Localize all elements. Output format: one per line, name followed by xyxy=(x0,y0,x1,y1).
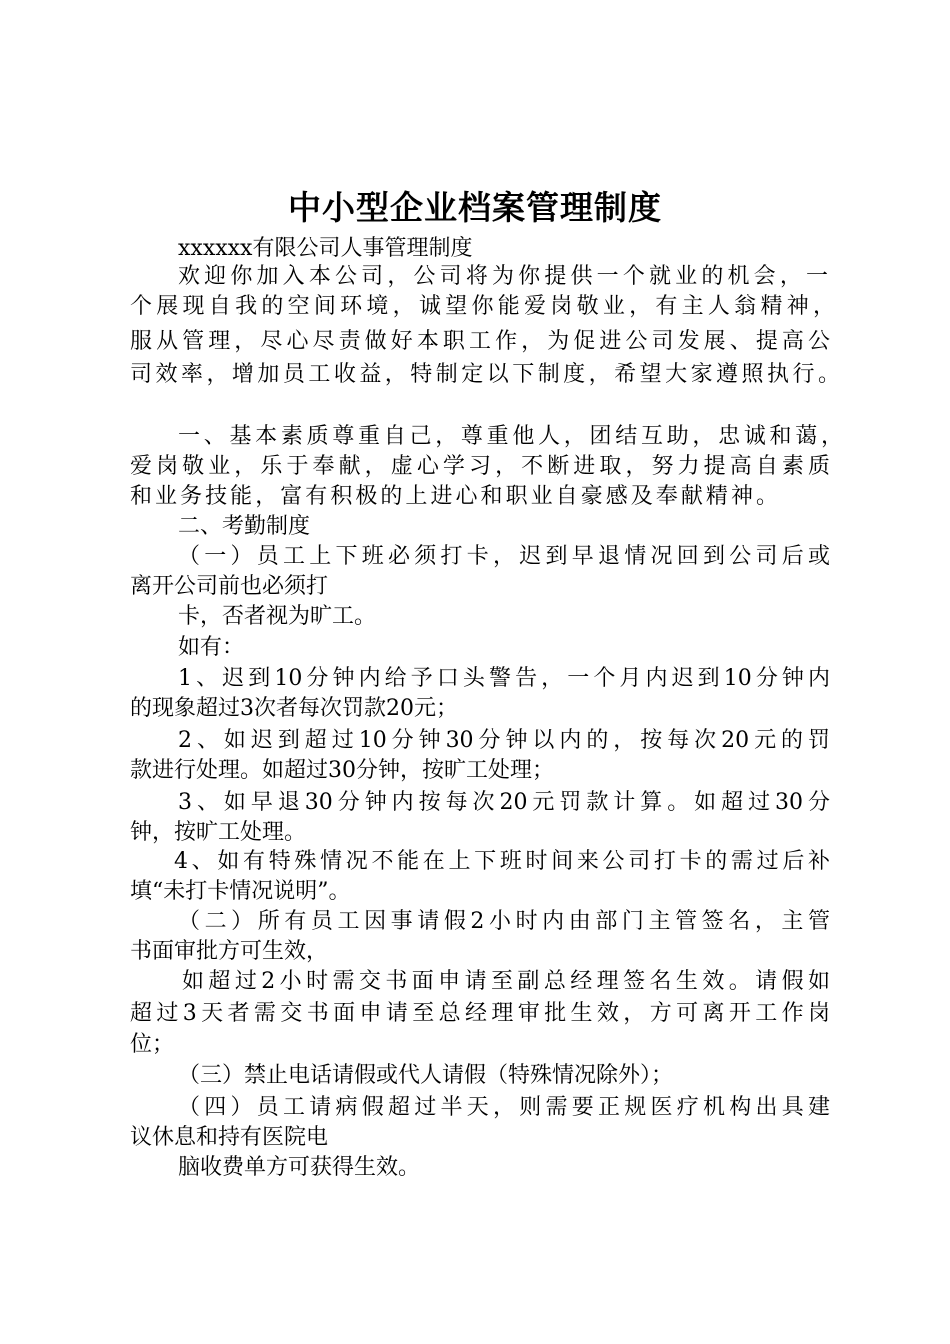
paragraph-line: 服从管理，尽心尽责做好本职工作，为促进公司发展、提高公 xyxy=(130,329,830,354)
paragraph-line: 款进行处理。如超过30分钟，按旷工处理； xyxy=(130,758,554,783)
paragraph-line: 2、如迟到超过10分钟30分钟以内的，按每次20元的罚 xyxy=(178,728,830,753)
paragraph-line: 和业务技能，富有积极的上进心和职业自豪感及奉献精神。 xyxy=(130,484,778,509)
paragraph-line: 议休息和持有医院电 xyxy=(130,1125,329,1150)
paragraph-line: 司效率，增加员工收益，特制定以下制度，希望大家遵照执行。 xyxy=(130,362,840,387)
paragraph-line: 3、如早退30分钟内按每次20元罚款计算。如超过30分 xyxy=(178,790,830,815)
paragraph-line: 卡，否者视为旷工。 xyxy=(178,604,377,629)
paragraph-line: 填“未打卡情况说明”。 xyxy=(130,879,351,904)
company-heading: xxxxxx有限公司人事管理制度 xyxy=(178,236,473,261)
paragraph-line: 书面审批方可生效， xyxy=(130,939,329,964)
paragraph-line: 如有： xyxy=(178,635,245,660)
paragraph-line: 如超过2小时需交书面申请至副总经理签名生效。请假如 xyxy=(182,969,830,994)
paragraph-line: 的现象超过3次者每次罚款20元； xyxy=(130,696,458,721)
paragraph-line: （一）员工上下班必须打卡，迟到早退情况回到公司后或 xyxy=(178,544,830,569)
paragraph-line: 4、如有特殊情况不能在上下班时间来公司打卡的需过后补 xyxy=(174,849,830,874)
paragraph-line: 位； xyxy=(130,1032,175,1057)
paragraph-line: 超过3天者需交书面申请至总经理审批生效，方可离开工作岗 xyxy=(130,1001,830,1026)
paragraph-line: （三）禁止电话请假或代人请假（特殊情况除外）； xyxy=(178,1063,674,1088)
paragraph-line: 离开公司前也必须打 xyxy=(130,574,329,599)
paragraph-line: 一、基本素质尊重自己，尊重他人，团结互助，忠诚和蔼， xyxy=(178,424,843,449)
paragraph-line: （二）所有员工因事请假2小时内由部门主管签名，主管 xyxy=(178,909,830,934)
paragraph-line: 1、迟到10分钟内给予口头警告，一个月内迟到10分钟内 xyxy=(178,666,830,691)
paragraph-line: 钟，按旷工处理。 xyxy=(130,820,307,845)
paragraph-line: 欢迎你加入本公司，公司将为你提供一个就业的机会，一 xyxy=(178,264,828,289)
paragraph-line: （四）员工请病假超过半天，则需要正规医疗机构出具建 xyxy=(178,1095,830,1120)
document-title: 中小型企业档案管理制度 xyxy=(288,188,662,227)
paragraph-line: 个展现自我的空间环境，诚望你能爱岗敬业，有主人翁精神， xyxy=(130,294,835,319)
section-heading: 二、考勤制度 xyxy=(178,514,311,539)
paragraph-line: 脑收费单方可获得生效。 xyxy=(178,1155,421,1180)
paragraph-line: 爱岗敬业，乐于奉献，虚心学习，不断进取，努力提高自素质 xyxy=(130,454,830,479)
